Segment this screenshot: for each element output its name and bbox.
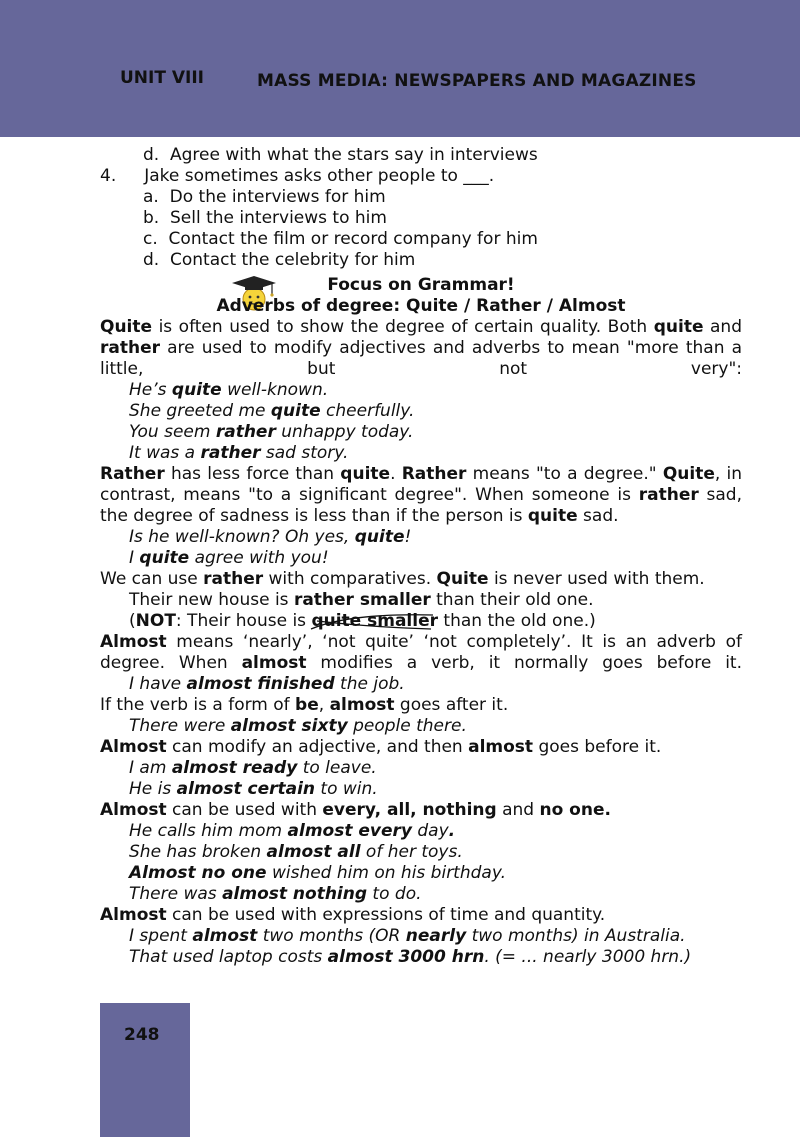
example-line: It was a rather sad story. xyxy=(129,443,349,463)
example-line: That used laptop costs almost 3000 hrn. (= ... nearly 3000 hrn.) xyxy=(129,947,692,967)
q4-option-c: c. Contact the film or record company for him xyxy=(143,229,538,249)
example-line: You seem rather unhappy today. xyxy=(129,422,414,442)
adjective-paragraph: Almost can modify an adjective, and then almost goes before it. xyxy=(100,737,662,757)
example-line: Is he well-known? Oh yes, quite! xyxy=(129,527,412,547)
q4-option-d: d. Contact the celebrity for him xyxy=(143,250,416,270)
example-line: He is almost certain to win. xyxy=(129,779,378,799)
strikethrough-mark xyxy=(309,609,437,635)
q4-option-a: a. Do the interviews for him xyxy=(143,187,386,207)
grammar-subtitle: Adverbs of degree: Quite / Rather / Almost xyxy=(216,296,626,316)
be-paragraph: If the verb is a form of be, almost goes after it. xyxy=(100,695,509,715)
q4-question xyxy=(100,166,742,187)
example-line: There was almost nothing to do. xyxy=(129,884,422,904)
example-line: I am almost ready to leave. xyxy=(129,758,377,778)
example-line: She has broken almost all of her toys. xyxy=(129,842,463,862)
example-line: Almost no one wished him on his birthday. xyxy=(129,863,506,883)
time-paragraph: Almost can be used with expressions of time and quantity. xyxy=(100,905,606,925)
example-line: There were almost sixty people there. xyxy=(129,716,467,736)
q4-option-b: b. Sell the interviews to him xyxy=(143,208,387,228)
chapter-title: MASS MEDIA: NEWSPAPERS AND MAGAZINES xyxy=(257,71,697,91)
page-number: 248 xyxy=(124,1025,160,1045)
page-content xyxy=(100,145,742,968)
example-line: She greeted me quite cheerfully. xyxy=(129,401,415,421)
q3-option-d: d. Agree with what the stars say in interviews xyxy=(143,145,538,165)
rather-paragraph: Rather has less force than quite. Rather means "to a degree." Quite, in contrast, means "to a significant degree". When someone is rather sad, the degree of sadness is less than if the person is quite sad. xyxy=(100,464,742,526)
example-line: I quite agree with you! xyxy=(129,548,329,568)
focus-title: Focus on Grammar! xyxy=(327,275,515,295)
footer-band xyxy=(100,1003,190,1137)
example-line: I have almost finished the job. xyxy=(129,674,405,694)
q4-text: Jake sometimes asks other people to ___. xyxy=(144,166,495,186)
example-line: Their new house is rather smaller than their old one. xyxy=(129,590,594,610)
example-line: He calls him mom almost every day. xyxy=(129,821,456,841)
struck-phrase: quite smaller xyxy=(311,611,438,632)
example-line: He’s quite well-known. xyxy=(129,380,329,400)
unit-label: UNIT VIII xyxy=(120,68,205,88)
q4-number: 4. xyxy=(100,166,117,186)
every-paragraph: Almost can be used with every, all, nothing and no one. xyxy=(100,800,611,820)
comparatives-paragraph: We can use rather with comparatives. Quite is never used with them. xyxy=(100,569,705,589)
almost-paragraph: Almost means ‘nearly’, ‘not quite’ ‘not completely’. It is an adverb of degree. When almost modifies a verb, it normally goes before it. xyxy=(100,632,742,673)
intro-paragraph: Quite is often used to show the degree of certain quality. Both quite and rather are used to modify adjectives and adverbs to mean "more than a little, but not very": xyxy=(100,317,742,379)
example-line-not: (NOT: Their house is quite smaller than the old one.) xyxy=(100,611,742,632)
example-line: I spent almost two months (OR nearly two months) in Australia. xyxy=(129,926,686,946)
